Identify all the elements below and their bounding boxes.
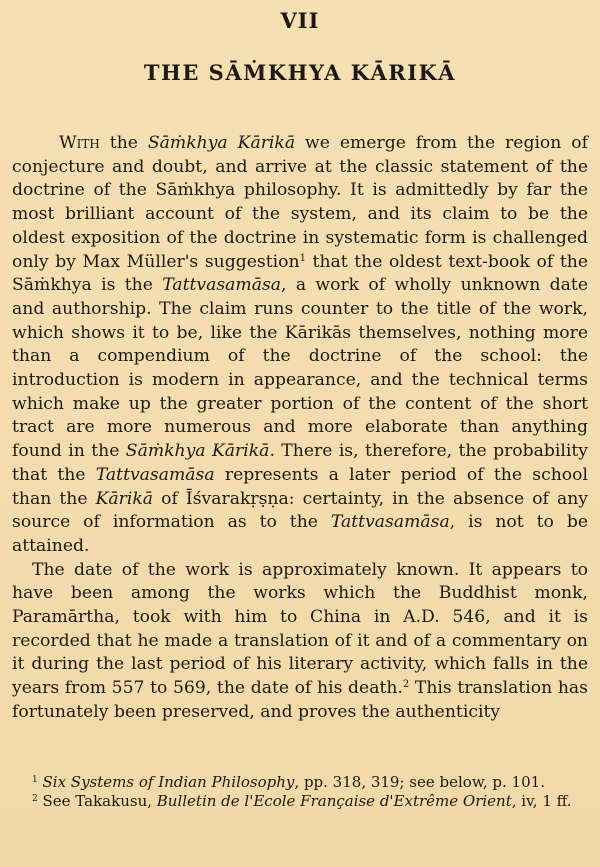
footnote-ref-1: 1: [299, 252, 306, 264]
footnote-text: , iv, 1 ff.: [511, 792, 572, 810]
footnote-1: [12, 773, 588, 792]
footnote-title: Bulletin de l'Ecole Française d'Extrême Orient: [156, 792, 512, 810]
italic-title: Tattvasamāsa: [330, 512, 450, 533]
chapter-title: THE SĀṀKHYA KĀRIKĀ: [143, 60, 457, 85]
italic-title: Sāṁkhya Kārikā: [125, 441, 270, 462]
paragraph-2: [12, 559, 588, 725]
footnotes: [12, 773, 588, 811]
chapter-number: VII: [280, 8, 320, 33]
footnote-text: See Takakusu,: [37, 792, 157, 810]
italic-title: Sāṁkhya Kārikā: [147, 133, 296, 153]
italic-title: Tattvasamāsa: [162, 275, 282, 296]
footnote-2: [12, 792, 588, 811]
footnote-marker: 1: [32, 775, 38, 785]
text-run: , a work of wholly unknown date and authorship. The claim runs counter to the title of the work, which shows it to be, like the Kārikās themselves, nothing more than a compendium of the doctrine of the school: the introduction is modern in appearance, and the technical terms which make up the greater portion of the content of the short tract are more numerous and more elaborate than anything found in the: [12, 275, 588, 462]
italic-title: Tattvasamāsa: [95, 464, 215, 485]
footnote-marker: 2: [32, 794, 38, 804]
text-run: of Īśvarakṛṣṇa: certainty, in the absence of any source of information as to the: [12, 488, 589, 533]
text-run: that the oldest text-book of the Sāṁkhya is the: [12, 251, 588, 296]
text-run: represents a later period of the school than the: [12, 464, 588, 509]
text-run: , is not to be attained.: [12, 512, 588, 556]
body-text: [12, 132, 588, 725]
paragraph-1: [12, 132, 588, 559]
text-run: we emerge from the region of conjecture and doubt, and arrive at the classic statement of the doctrine of the Sāṁkhya philosophy. It is admittedly by far the most brilliant account of the system, and its claim to be the oldest exposition of the doctrine in systematic form is challenged only by Max Müller's suggestion: [12, 133, 589, 272]
opening-word: With: [59, 133, 100, 153]
text-run: This translation has fortunately been preserved, and proves the authenticity: [12, 678, 588, 722]
text-run: . There is, therefore, the probability that the: [12, 441, 588, 485]
footnote-text: , pp. 318, 319; see below, p. 101.: [294, 773, 545, 791]
text-run: the: [99, 133, 148, 153]
italic-title: Kārikā: [95, 488, 154, 509]
footnote-ref-2: 2: [402, 679, 410, 691]
text-run: The date of the work is approximately known. It appears to have been among the works which the Buddhist monk, Paramārtha, took with him to China in A.D. 546, and it is recorded that he made a translation of it and of a commentary on it during the last period of his literary activity, which falls in the years from 557 to 569, the date of his death.: [12, 559, 588, 699]
footnote-title: Six Systems of Indian Philosophy: [37, 773, 295, 791]
